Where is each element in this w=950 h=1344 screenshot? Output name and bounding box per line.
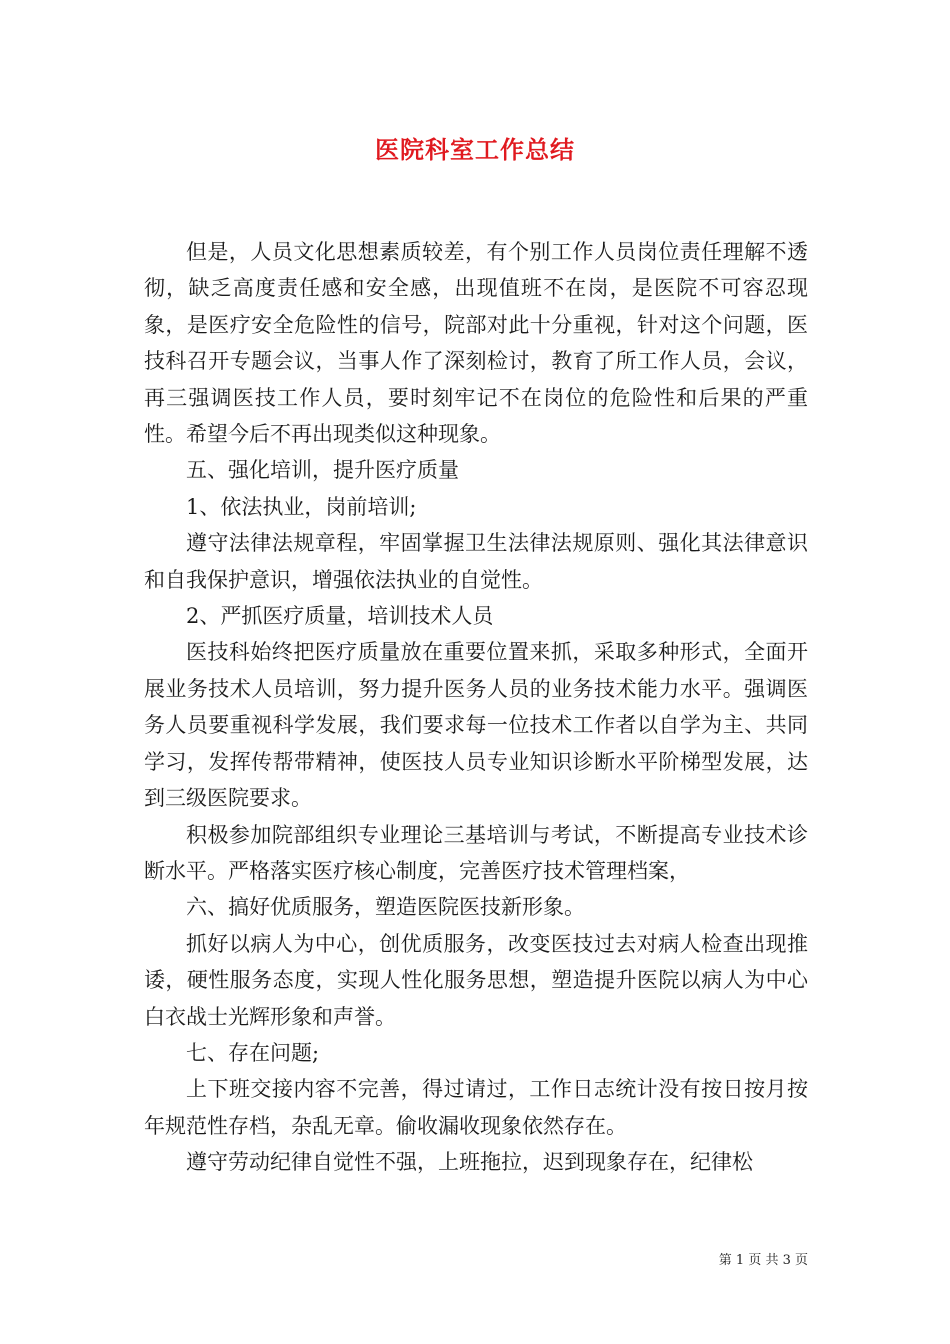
subsection-heading: 1、依法执业，岗前培训; [186, 494, 417, 519]
section-heading: 七、存在问题; [186, 1040, 320, 1065]
paragraph: 积极参加院部组织专业理论三基培训与考试，不断提高专业技术诊断水平。严格落实医疗核心制度，完善医疗技术管理档案， [144, 822, 808, 883]
section-heading: 五、强化培训，提升医疗质量 [186, 458, 459, 483]
document-body [144, 234, 808, 1181]
paragraph: 但是，人员文化思想素质较差，有个别工作人员岗位责任理解不透彻，缺乏高度责任感和安全感，出现值班不在岗，是医院不可容忍现象，是医疗安全危险性的信号，院部对此十分重视，针对这个问题，医技科召开专题会议，当事人作了深刻检讨，教育了所工作人员，会议，再三强调医技工作人员，要时刻牢记不在岗位的危险性和后果的严重性。希望今后不再出现类似这种现象。 [144, 240, 808, 447]
subsection-heading: 2、严抓医疗质量，培训技术人员 [186, 604, 494, 629]
paragraph: 遵守劳动纪律自觉性不强，上班拖拉，迟到现象存在，纪律松 [186, 1150, 753, 1175]
paragraph: 医技科始终把医疗质量放在重要位置来抓，采取多种形式，全面开展业务技术人员培训，努力提升医务人员的业务技术能力水平。强调医务人员要重视科学发展，我们要求每一位技术工作者以自学为主、共同学习，发挥传帮带精神，使医技人员专业知识诊断水平阶梯型发展，达到三级医院要求。 [144, 640, 808, 811]
document-title: 医院科室工作总结 [375, 135, 575, 164]
paragraph: 上下班交接内容不完善，得过请过，工作日志统计没有按日按月按年规范性存档，杂乱无章。偷收漏收现象依然存在。 [144, 1077, 808, 1138]
page-number-footer: 第 1 页 共 3 页 [718, 1253, 808, 1268]
section-heading: 六、搞好优质服务，塑造医院医技新形象。 [186, 895, 585, 920]
paragraph: 抓好以病人为中心，创优质服务，改变医技过去对病人检查出现推诿，硬性服务态度，实现人性化服务思想，塑造提升医院以病人为中心白衣战士光辉形象和声誉。 [144, 931, 808, 1029]
paragraph: 遵守法律法规章程，牢固掌握卫生法律法规原则、强化其法律意识和自我保护意识，增强依法执业的自觉性。 [144, 531, 808, 592]
